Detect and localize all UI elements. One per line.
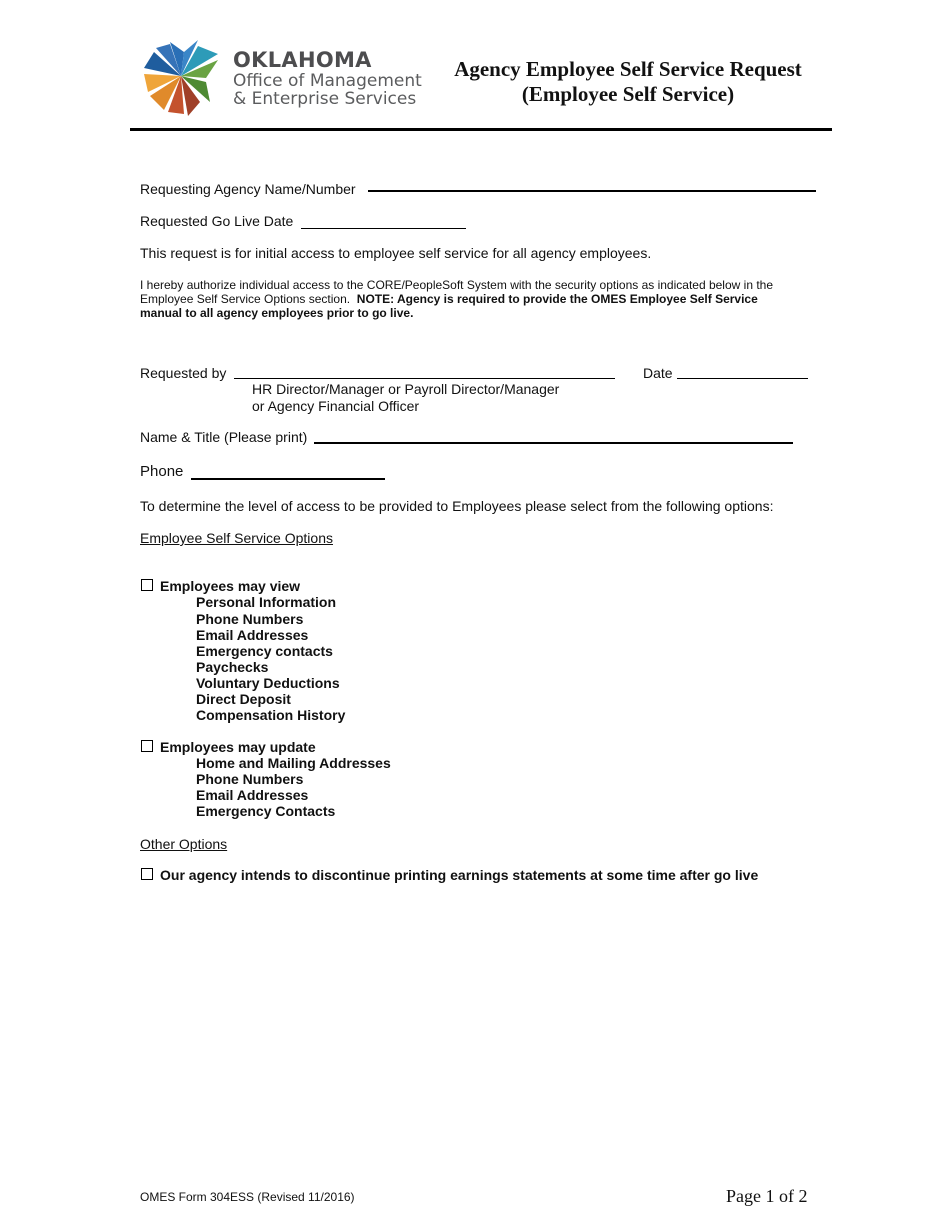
discontinue-printing-checkbox[interactable] bbox=[141, 868, 153, 880]
go-live-date-field[interactable] bbox=[301, 228, 466, 229]
determine-access-text: To determine the level of access to be provided to Employees please select from the following options: bbox=[140, 498, 774, 514]
date-field[interactable] bbox=[677, 378, 808, 379]
authorization-line3: manual to all agency employees prior to go live. bbox=[140, 306, 414, 320]
date-label: Date bbox=[643, 365, 673, 381]
view-option-checkbox[interactable] bbox=[141, 579, 153, 591]
ess-options-heading: Employee Self Service Options bbox=[140, 530, 333, 546]
requested-by-caption-line1: HR Director/Manager or Payroll Director/Manager bbox=[252, 381, 560, 397]
form-id-footer: OMES Form 304ESS (Revised 11/2016) bbox=[140, 1190, 355, 1204]
update-item-phone-numbers: Phone Numbers bbox=[196, 771, 304, 787]
view-item-phone-numbers: Phone Numbers bbox=[196, 611, 304, 627]
update-item-home-mailing-addresses: Home and Mailing Addresses bbox=[196, 755, 391, 771]
update-item-emergency-contacts: Emergency Contacts bbox=[196, 803, 336, 819]
update-option-label: Employees may update bbox=[160, 739, 316, 755]
logo-omes-text-line1: Office of Management bbox=[233, 71, 422, 91]
authorization-line2 bbox=[140, 292, 830, 306]
discontinue-printing-label: Our agency intends to discontinue printing earnings statements at some time after go live bbox=[160, 867, 759, 883]
requested-by-label: Requested by bbox=[140, 365, 227, 381]
authorization-paragraph bbox=[140, 278, 830, 320]
view-item-voluntary-deductions: Voluntary Deductions bbox=[196, 675, 340, 691]
logo-oklahoma-text: OKLAHOMA bbox=[233, 48, 372, 72]
initial-access-text: This request is for initial access to employee self service for all agency employees. bbox=[140, 245, 652, 261]
header-rule bbox=[130, 128, 832, 131]
phone-field[interactable] bbox=[191, 478, 385, 480]
view-option-label: Employees may view bbox=[160, 578, 301, 594]
agency-name-field[interactable] bbox=[368, 190, 816, 192]
view-item-email-addresses: Email Addresses bbox=[196, 627, 309, 643]
phone-label: Phone bbox=[140, 463, 184, 480]
go-live-date-label: Requested Go Live Date bbox=[140, 213, 294, 229]
form-title: Agency Employee Self Service Request bbox=[454, 57, 802, 81]
authorization-line1: I hereby authorize individual access to the CORE/PeopleSoft System with the security options as indicated below in the bbox=[140, 278, 774, 292]
authorization-note: NOTE: Agency is required to provide the OMES Employee Self Service bbox=[356, 292, 758, 306]
name-title-field[interactable] bbox=[314, 442, 793, 444]
page-number: Page 1 of 2 bbox=[726, 1186, 808, 1206]
omes-logo-mark-icon bbox=[140, 36, 222, 116]
view-item-paychecks: Paychecks bbox=[196, 659, 269, 675]
form-subtitle: (Employee Self Service) bbox=[521, 82, 735, 106]
view-item-personal-information: Personal Information bbox=[196, 594, 337, 610]
agency-name-label: Requesting Agency Name/Number bbox=[140, 181, 356, 197]
requested-by-caption-line2: or Agency Financial Officer bbox=[252, 398, 420, 414]
logo-omes-text-line2: & Enterprise Services bbox=[233, 89, 417, 109]
authorization-line2-normal: Employee Self Service Options section. bbox=[140, 292, 351, 306]
other-options-heading: Other Options bbox=[140, 836, 228, 852]
requested-by-signature-field[interactable] bbox=[234, 378, 615, 379]
update-option-checkbox[interactable] bbox=[141, 740, 153, 752]
update-item-email-addresses: Email Addresses bbox=[196, 787, 309, 803]
view-item-compensation-history: Compensation History bbox=[196, 707, 346, 723]
name-title-label: Name & Title (Please print) bbox=[140, 429, 308, 445]
view-item-emergency-contacts: Emergency contacts bbox=[196, 643, 333, 659]
view-item-direct-deposit: Direct Deposit bbox=[196, 691, 291, 707]
